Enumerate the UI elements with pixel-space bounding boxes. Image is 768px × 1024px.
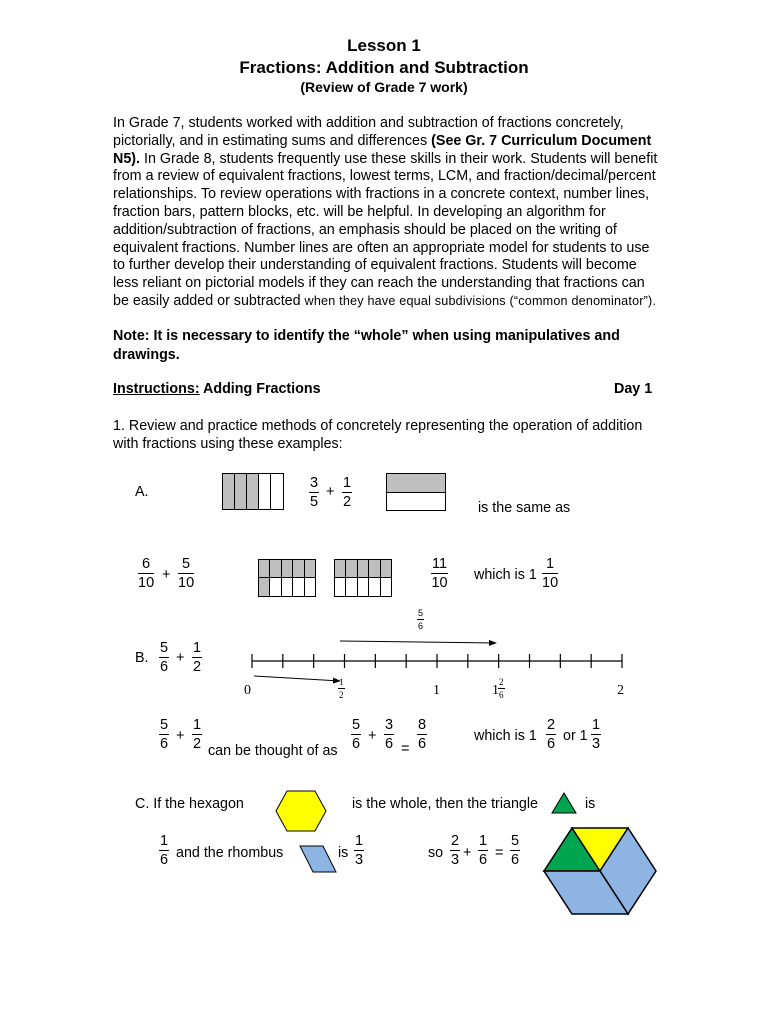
- denominator: 6: [418, 736, 427, 752]
- question-1: 1. Review and practice methods of concretely representing the operation of addition with fractions using these examples:: [113, 418, 643, 452]
- fraction-5-6: [351, 717, 361, 752]
- numerator: 1: [592, 717, 601, 733]
- plus-sign: +: [176, 650, 185, 666]
- intro-text-3: when they have equal subdivisions (“common denominator”).: [304, 293, 657, 308]
- fraction-line: [192, 734, 202, 735]
- numerator: 6: [142, 556, 151, 572]
- numerator: 1: [160, 833, 169, 849]
- bar-segment: [358, 560, 369, 577]
- bar-segment: [271, 474, 283, 509]
- bar-segment: [387, 474, 445, 493]
- bar-segment: [369, 578, 380, 596]
- denominator: 10: [542, 575, 559, 591]
- numerator: 11: [432, 556, 448, 572]
- fraction-line: [354, 850, 364, 851]
- bar-segment: [381, 578, 391, 596]
- bar-bottom-row: [335, 578, 391, 596]
- fraction-1-10: [542, 556, 558, 591]
- which-is-text: which is 1: [474, 567, 537, 583]
- bar-segment: [282, 560, 293, 577]
- numerator: 1: [193, 717, 202, 733]
- fraction-line: [510, 850, 520, 851]
- fraction-bar-fifths: [222, 473, 284, 510]
- denominator: 6: [499, 690, 504, 700]
- numerator: 8: [418, 717, 427, 733]
- fraction-5-6: [510, 833, 520, 868]
- arrow-one-half: [254, 676, 340, 681]
- rhombus-text: and the rhombus: [176, 845, 284, 861]
- instructions-topic: Adding Fractions: [199, 381, 321, 397]
- tick-label-0: 0: [244, 683, 251, 698]
- bar-top-row: [335, 560, 391, 578]
- fraction-line: [498, 688, 505, 689]
- fraction-line: [542, 573, 558, 574]
- tick-label-1: 1: [433, 683, 440, 698]
- fraction-3-5: [309, 475, 319, 510]
- bar-segment: [259, 578, 270, 596]
- bar-top-row: [259, 560, 315, 578]
- bar-segment: [270, 578, 281, 596]
- numerator: 1: [339, 677, 344, 687]
- intro-text-2: In Grade 8, students frequently use these skills in their work. Students will benefit from a review of equivalent fractions, lowest terms, LCM, and fraction/decimal/percent relationships. To review operations with fractions in a concrete context, number lines, fraction bars, pattern blocks, etc. will be helpful. In developing an algorithm for addition/subtraction of fractions, an emphasis should be placed on the writing of equivalent fractions. Number lines are often an appropriate model for students to use to further develop their understanding of equivalent fractions. Students will become less reliant on pictorial models if they can reach the understanding that fractions can be easily added or subtracted: [113, 150, 658, 309]
- fraction-line: [159, 850, 169, 851]
- fraction-1-6: [478, 833, 488, 868]
- fraction-line: [159, 657, 169, 658]
- fraction-1-2: [192, 640, 202, 675]
- fraction-5-6: [159, 717, 169, 752]
- bar-segment: [335, 560, 346, 577]
- same-as-text: is the same as: [478, 500, 571, 516]
- bar-segment: [223, 474, 235, 509]
- denominator: 6: [352, 736, 361, 752]
- numerator: 3: [385, 717, 394, 733]
- numerator: 1: [479, 833, 488, 849]
- denominator: 3: [592, 736, 601, 752]
- fraction-3-6: [384, 717, 394, 752]
- plus-sign: +: [176, 728, 185, 744]
- curriculum-reference: (See Gr. 7 Curriculum Document N5).: [113, 132, 652, 167]
- bar-segment: [259, 560, 270, 577]
- bar-segment: [369, 560, 380, 577]
- bar-segment: [358, 578, 369, 596]
- day-label: Day 1: [614, 381, 653, 397]
- denominator: 3: [451, 852, 460, 868]
- fraction-8-6: [417, 717, 427, 752]
- fraction-2-6: [546, 717, 556, 752]
- bar-segment: [259, 474, 271, 509]
- numerator: 5: [182, 556, 191, 572]
- rhombus-shape: [298, 844, 338, 874]
- tick-label-1-2-6-fraction: [498, 677, 505, 700]
- bar-segment: [282, 578, 293, 596]
- lesson-subtitle: (Review of Grade 7 work): [300, 79, 468, 95]
- denominator: 2: [339, 690, 344, 700]
- pattern-block-hexagon: [541, 826, 661, 918]
- bar-segment: [270, 560, 281, 577]
- fraction-1-3: [354, 833, 364, 868]
- intro-text-1: In Grade 7, students worked with addition and subtraction of fractions concretely, pictorially, and in estimating sums and differences: [113, 115, 624, 149]
- example-a-label: A.: [135, 484, 149, 500]
- numerator: 3: [310, 475, 319, 491]
- tick-label-1-2-6-whole: 1: [492, 683, 499, 698]
- fraction-1-3: [591, 717, 601, 752]
- fraction-bar-tenths-2: [334, 559, 392, 597]
- example-b-label: B.: [135, 650, 149, 666]
- denominator: 2: [193, 659, 202, 675]
- numerator: 2: [499, 677, 504, 687]
- numerator: 5: [352, 717, 361, 733]
- arrow-label-5-6: [417, 608, 424, 631]
- bar-segment: [247, 474, 259, 509]
- tick-label-2: 2: [617, 683, 624, 698]
- denominator: 6: [547, 736, 556, 752]
- fraction-line: [338, 688, 345, 689]
- denominator: 10: [138, 575, 155, 591]
- hexagon-shape: [274, 789, 328, 833]
- plus-sign: +: [463, 845, 472, 861]
- fraction-line: [138, 573, 154, 574]
- fraction-1-2: [192, 717, 202, 752]
- plus-sign: +: [368, 728, 377, 744]
- numerator: 5: [160, 717, 169, 733]
- triangle-shape: [550, 791, 578, 815]
- fraction-line: [431, 573, 448, 574]
- bar-bottom-row: [259, 578, 315, 596]
- lesson-title: Fractions: Addition and Subtraction: [239, 58, 529, 77]
- arrow-five-sixths: [340, 641, 496, 643]
- fraction-line: [351, 734, 361, 735]
- bar-segment: [235, 474, 247, 509]
- numerator: 1: [546, 556, 555, 572]
- lesson-number: Lesson 1: [347, 36, 421, 55]
- denominator: 2: [343, 494, 352, 510]
- fraction-11-10: [431, 556, 448, 591]
- numerator: 5: [511, 833, 520, 849]
- numerator: 2: [451, 833, 460, 849]
- fraction-line: [178, 573, 194, 574]
- numerator: 1: [355, 833, 364, 849]
- denominator: 2: [193, 736, 202, 752]
- fraction-line: [192, 657, 202, 658]
- instructions-label: Instructions:: [113, 381, 200, 397]
- number-line: [240, 630, 640, 690]
- fraction-line: [450, 850, 460, 851]
- tick-label-1-2: [338, 677, 345, 700]
- fraction-bar-halves: [386, 473, 446, 511]
- bar-segment: [293, 578, 304, 596]
- denominator: 6: [511, 852, 520, 868]
- fraction-1-2: [342, 475, 352, 510]
- is-text: is: [338, 845, 349, 861]
- fraction-line: [478, 850, 488, 851]
- fraction-line: [342, 492, 352, 493]
- numerator: 2: [547, 717, 556, 733]
- or-text: or 1: [563, 728, 588, 744]
- fraction-5-6: [159, 640, 169, 675]
- numerator: 5: [160, 640, 169, 656]
- bar-segment: [305, 560, 315, 577]
- bar-segment: [293, 560, 304, 577]
- denominator: 10: [431, 575, 448, 591]
- denominator: 10: [178, 575, 195, 591]
- is-text: is: [585, 796, 596, 812]
- denominator: 6: [160, 852, 169, 868]
- denominator: 6: [385, 736, 394, 752]
- fraction-line: [159, 734, 169, 735]
- fraction-5-10: [178, 556, 194, 591]
- numerator: 1: [343, 475, 352, 491]
- fraction-line: [417, 734, 427, 735]
- whole-text: is the whole, then the triangle: [352, 796, 538, 812]
- fraction-2-3: [450, 833, 460, 868]
- bar-segment: [346, 578, 357, 596]
- fraction-line: [417, 619, 424, 620]
- bar-segment: [346, 560, 357, 577]
- denominator: 3: [355, 852, 364, 868]
- thought-of-text: can be thought of as: [208, 743, 338, 759]
- so-text: so: [428, 845, 444, 861]
- which-is-text: which is 1: [474, 728, 537, 744]
- fraction-line: [591, 734, 601, 735]
- note: Note: It is necessary to identify the “whole” when using manipulatives and drawings.: [113, 328, 620, 363]
- denominator: 6: [160, 659, 169, 675]
- instructions-heading: [113, 381, 321, 397]
- bar-segment: [381, 560, 391, 577]
- intro-paragraph: [113, 115, 658, 311]
- fraction-bar-tenths-1: [258, 559, 316, 597]
- numerator: 1: [193, 640, 202, 656]
- denominator: 6: [479, 852, 488, 868]
- fraction-line: [309, 492, 319, 493]
- plus-sign: +: [162, 567, 171, 583]
- denominator: 6: [418, 621, 424, 631]
- fraction-line: [546, 734, 556, 735]
- fraction-line: [384, 734, 394, 735]
- equals-sign: =: [495, 845, 504, 861]
- fraction-6-10: [138, 556, 154, 591]
- bar-segment: [305, 578, 315, 596]
- example-c-label: C. If the hexagon: [135, 796, 244, 812]
- numerator: 5: [418, 608, 424, 618]
- denominator: 5: [310, 494, 319, 510]
- plus-sign: +: [326, 484, 335, 500]
- equals-sign: =: [401, 741, 410, 757]
- bar-segment: [335, 578, 346, 596]
- denominator: 6: [160, 736, 169, 752]
- fraction-1-6: [159, 833, 169, 868]
